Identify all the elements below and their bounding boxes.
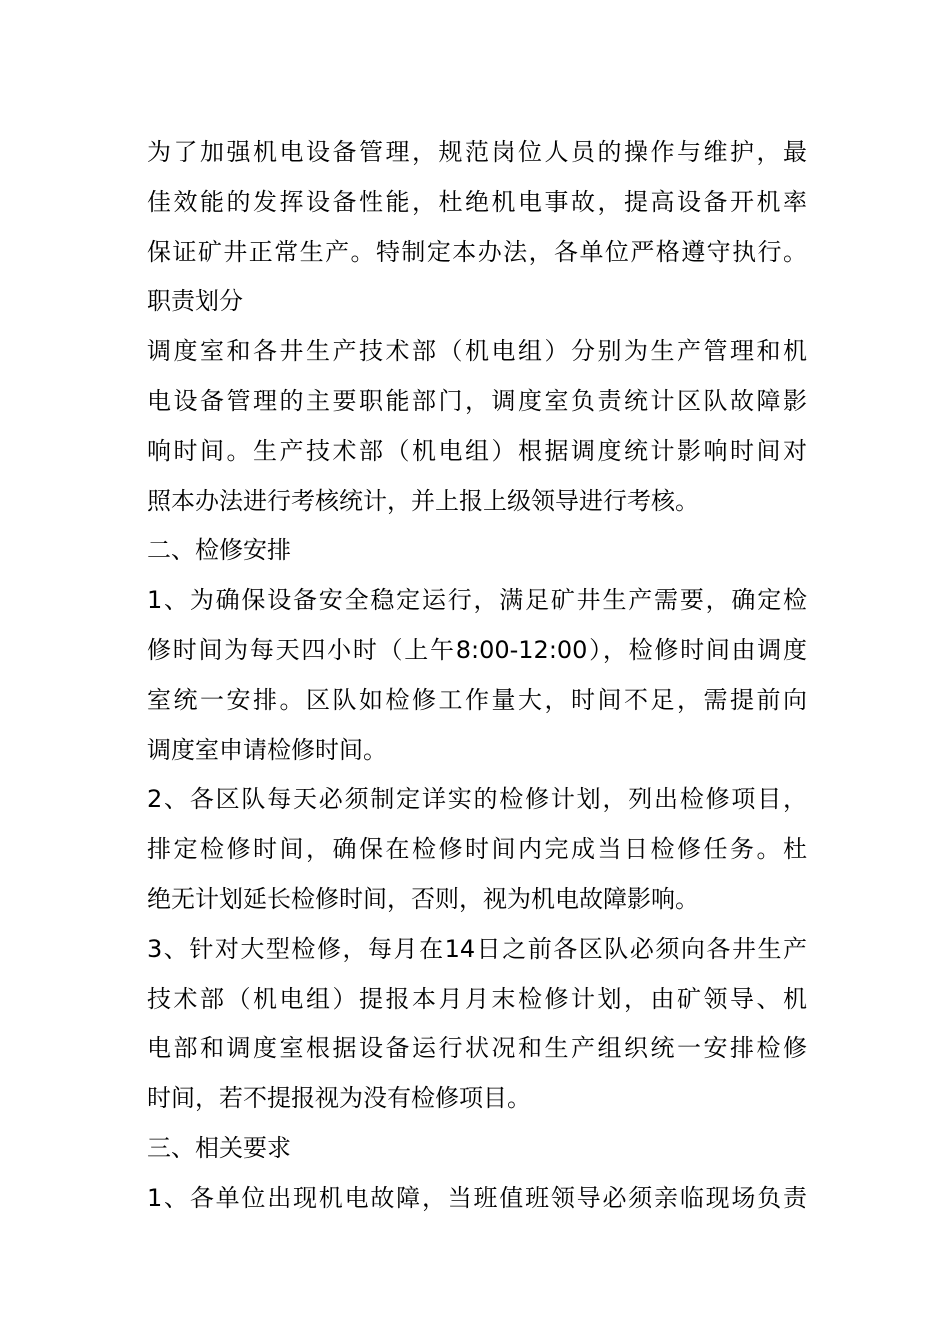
item-3-line-2: 技术部（机电组）提报本月月末检修计划，由矿领导、机 [147,984,807,1013]
item-1-line-1: 1、为确保设备安全稳定运行，满足矿井生产需要，确定检 [147,586,807,615]
section-heading-maintenance: 二、检修安排 [147,536,291,565]
section-heading-duties: 职责划分 [147,287,243,316]
paragraph-intro-line-2: 佳效能的发挥设备性能，杜绝机电事故，提高设备开机率 [147,187,807,216]
paragraph-duties-line-3: 响时间。生产技术部（机电组）根据调度统计影响时间对 [147,436,807,465]
paragraph-duties-line-4: 照本办法进行考核统计，并上报上级领导进行考核。 [147,486,699,515]
item-1-line-4: 调度室申请检修时间。 [147,735,387,764]
item-1-line-3: 室统一安排。区队如检修工作量大，时间不足，需提前向 [147,685,807,714]
document-body [147,128,807,1224]
paragraph-intro-line-1: 为了加强机电设备管理，规范岗位人员的操作与维护，最 [147,138,807,166]
requirement-1-line-1: 1、各单位出现机电故障，当班值班领导必须亲临现场负责 [147,1183,807,1212]
item-2-line-3: 绝无计划延长检修时间，否则，视为机电故障影响。 [147,884,699,913]
item-2-line-1: 2、各区队每天必须制定详实的检修计划，列出检修项目， [147,785,807,814]
item-1-line-2: 修时间为每天四小时（上午8:00-12:00），检修时间由调度 [147,635,807,664]
item-3-line-1: 3、针对大型检修，每月在14日之前各区队必须向各井生产 [147,934,807,963]
item-3-line-3: 电部和调度室根据设备运行状况和生产组织统一安排检修 [147,1034,807,1063]
item-3-line-4: 时间，若不提报视为没有检修项目。 [147,1084,531,1113]
paragraph-duties-line-2: 电设备管理的主要职能部门，调度室负责统计区队故障影 [147,386,807,415]
section-heading-requirements: 三、相关要求 [147,1133,291,1162]
item-2-line-2: 排定检修时间，确保在检修时间内完成当日检修任务。杜 [147,835,807,864]
paragraph-intro-line-3: 保证矿井正常生产。特制定本办法，各单位严格遵守执行。 [147,237,807,266]
paragraph-duties-line-1: 调度室和各井生产技术部（机电组）分别为生产管理和机 [147,337,807,366]
